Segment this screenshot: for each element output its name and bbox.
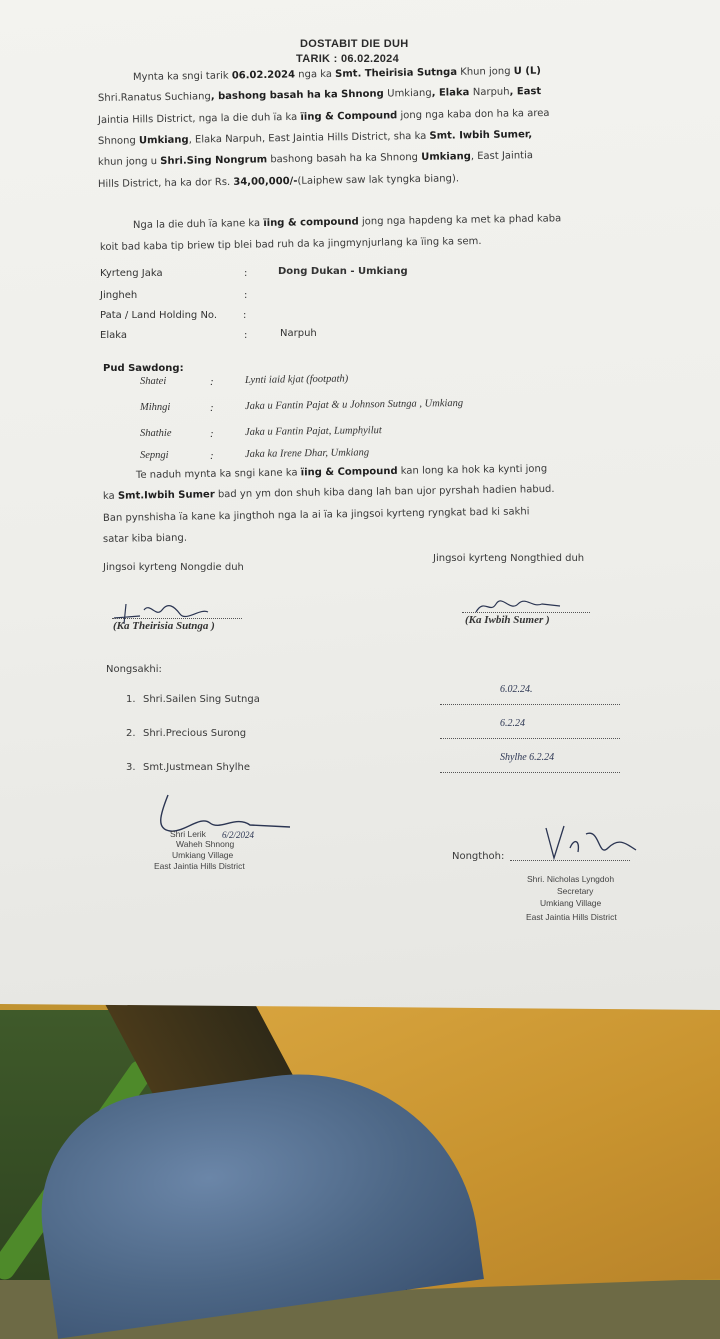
field-colon: :: [244, 330, 248, 341]
text-segment: koit bad kaba tip briew tip blei bad ruh da ka jingmynjurlang ka ïing ka sem.: [99, 235, 482, 253]
boundary-colon: :: [210, 428, 214, 440]
text-segment: Smt. Iwbih Sumer,: [429, 129, 533, 142]
text-segment: Hills District, ha ka dor Rs.: [97, 176, 234, 190]
field-value: Dong Dukan - Umkiang: [278, 266, 408, 277]
text-segment: Te naduh mynta ka sngi kane ka: [135, 467, 301, 481]
text-segment: Smt.Iwbih Sumer: [117, 489, 215, 503]
witness-sign-line: [440, 738, 620, 739]
text-segment: Mynta ka sngi tarik: [132, 70, 232, 83]
buyer-sign-line: [462, 612, 590, 613]
boundary-direction: Mihngi: [140, 402, 171, 413]
text-segment: Shri.Sing Nongrum: [160, 154, 268, 168]
field-label: Jingheh: [100, 290, 138, 301]
text-segment: Narpuh: [472, 86, 510, 99]
text-segment: ïing & Compound: [300, 465, 398, 479]
text-segment: kan long ka hok ka kynti jong: [397, 463, 548, 477]
witness-sign-line: [440, 772, 620, 773]
text-segment: Jaintia Hills District, nga la die duh ïa ka: [97, 111, 301, 126]
text-segment: 06.02.2024: [231, 69, 296, 82]
boundary-direction: Shatei: [140, 376, 167, 387]
text-segment: Ban pynshisha ïa kane ka jingthoh nga la ai ïa ka jingsoi kyrteng ryngkat bad ki sakhi: [102, 505, 530, 524]
witness-sign-line: [440, 704, 620, 705]
buyer-caption: Jingsoi kyrteng Nongthied duh: [433, 553, 585, 564]
field-value: Narpuh: [280, 328, 317, 339]
text-segment: Shri.Ranatus Suchiang: [97, 91, 211, 105]
boundary-value: Lynti iaid kjat (footpath): [244, 373, 349, 386]
field-label: Pata / Land Holding No.: [100, 310, 218, 321]
text-segment: Shnong: [97, 135, 140, 147]
text-segment: ïing & Compound: [300, 109, 398, 123]
text-segment: ka: [102, 491, 119, 503]
witness-name: Smt.Justmean Shylhe: [143, 762, 251, 773]
witness-number: 2.: [126, 728, 136, 739]
seller-name: (Ka Theirisia Sutnga ): [113, 620, 215, 632]
text-segment: jong nga hapdeng ka met ka phad kaba: [358, 213, 562, 228]
text-segment: ïing & compound: [263, 216, 359, 229]
boundaries-title: Pud Sawdong:: [103, 363, 184, 374]
stamp-line: Umkiang Village: [540, 898, 602, 908]
doc-title: DOSTABIT DIE DUH: [300, 38, 409, 50]
text-segment: Khun jong: [456, 66, 514, 78]
field-colon: :: [244, 268, 248, 279]
para3-line: [103, 533, 187, 545]
stamp-line: Waheh Shnong: [176, 839, 235, 849]
text-segment: nga ka: [294, 68, 336, 81]
boundary-direction: Shathie: [140, 428, 172, 439]
witness-signature: Shylhe 6.2.24: [500, 752, 555, 763]
nongthoh-label: Nongthoh:: [452, 851, 505, 862]
field-label: Kyrteng Jaka: [100, 268, 163, 279]
witness-number: 3.: [126, 762, 136, 773]
text-segment: , bashong basah ha ka Shnong: [210, 88, 388, 103]
nongthoh-line: [510, 860, 630, 861]
boundary-colon: :: [210, 402, 214, 414]
text-segment: bad yn ym don shuh kiba dang lah ban ujor pyrshah hadien habud.: [214, 484, 555, 501]
headman-signature: [140, 785, 300, 845]
text-segment: Smt. Theirisia Sutnga: [335, 66, 458, 80]
text-segment: , Elaka: [431, 87, 473, 100]
boundary-direction: Sepngi: [140, 450, 169, 461]
text-segment: khun jong u: [97, 156, 161, 169]
text-segment: 34,00,000/-: [233, 175, 298, 188]
text-segment: Umkiang: [421, 151, 471, 164]
field-colon: :: [243, 310, 247, 321]
field-colon: :: [244, 290, 248, 301]
witness-name: Shri.Precious Surong: [143, 728, 247, 739]
text-segment: , East Jaintia: [470, 150, 534, 163]
seller-caption: Jingsoi kyrteng Nongdie duh: [103, 562, 244, 573]
witness-name: Shri.Sailen Sing Sutnga: [143, 694, 260, 705]
text-segment: jong nga kaba don ha ka area: [397, 107, 550, 121]
doc-date: TARIK : 06.02.2024: [296, 53, 400, 65]
text-segment: satar kiba biang.: [102, 532, 188, 545]
stamp-line: East Jaintia Hills District: [154, 861, 245, 871]
text-segment: U (L): [513, 65, 541, 78]
boundary-value: Jaka ka Irene Dhar, Umkiang: [244, 447, 370, 460]
witnesses-title: Nongsakhi:: [106, 664, 162, 675]
stamp-date: 6/2/2024: [222, 830, 255, 840]
boundary-colon: :: [210, 376, 214, 388]
stamp-line: Secretary: [557, 886, 594, 896]
boundary-colon: :: [210, 450, 214, 462]
text-segment: (Laiphew saw lak tyngka biang).: [297, 172, 460, 187]
stamp-line: Umkiang Village: [172, 850, 234, 860]
stamp-line: Shri. Nicholas Lyngdoh: [527, 874, 615, 884]
text-segment: bashong basah ha ka Shnong: [267, 152, 422, 166]
text-segment: Umkiang: [138, 134, 189, 147]
stamp-line: Shri Lerik: [170, 829, 206, 839]
text-segment: , East: [509, 86, 542, 98]
buyer-name: (Ka Iwbih Sumer ): [465, 614, 550, 626]
text-segment: , Elaka Narpuh, East Jaintia Hills District, sha ka: [188, 130, 430, 146]
witness-number: 1.: [126, 694, 136, 705]
field-label: Elaka: [100, 330, 127, 341]
seller-sign-line: [112, 618, 242, 619]
stamp-line: East Jaintia Hills District: [526, 912, 617, 922]
witness-signature: 6.2.24: [500, 718, 525, 729]
witness-signature: 6.02.24.: [500, 684, 533, 695]
boundary-value: Jaka u Fantin Pajat, Lumphyilut: [244, 425, 382, 438]
text-segment: Nga la die duh ïa kane ka: [132, 217, 264, 231]
text-segment: Umkiang: [387, 88, 432, 100]
boundary-value: Jaka u Fantin Pajat & u Johnson Sutnga , Umkiang: [244, 397, 464, 412]
